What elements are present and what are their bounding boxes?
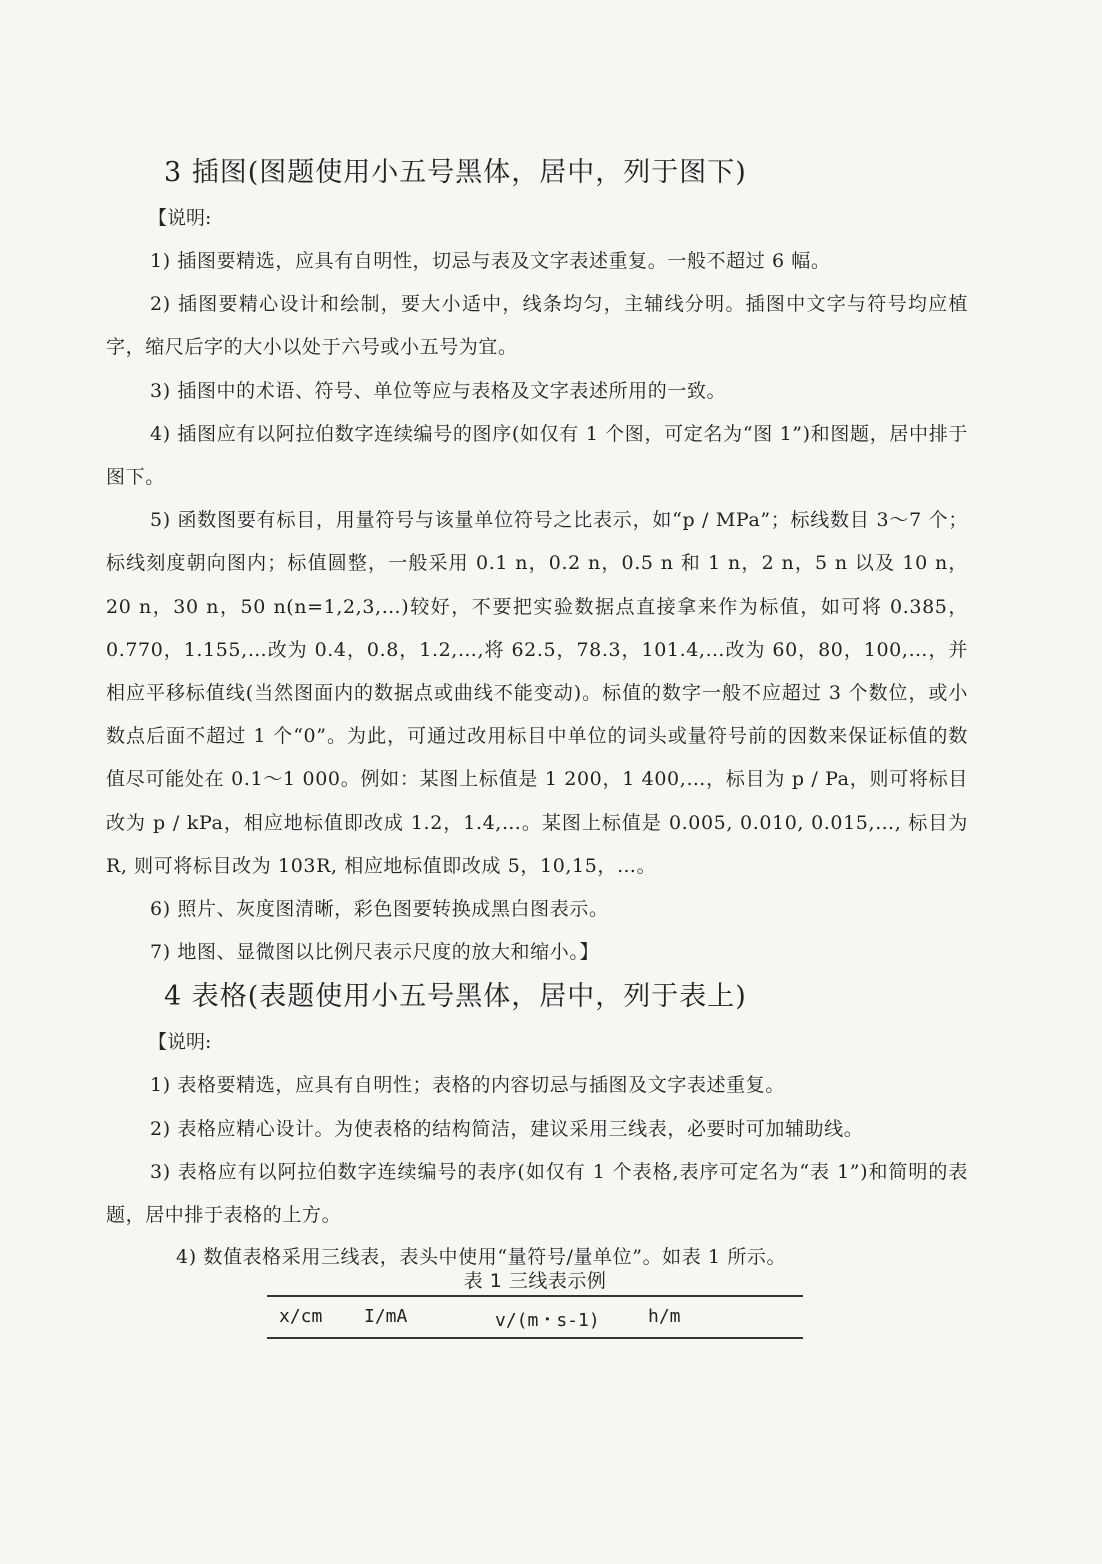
table-1 [267,1267,803,1339]
section-3-item-6: 6) 照片、灰度图清晰，彩色图要转换成黑白图表示。 [150,898,609,921]
three-line-table [267,1295,803,1339]
section-3-item-7: 7) 地图、显微图以比例尺表示尺度的放大和缩小。】 [150,941,600,964]
table-header-i: I/mA [364,1306,408,1328]
section-4-note-open: 【说明: [148,1031,212,1054]
section-4-item-4: 4) 数值表格采用三线表，表头中使用“量符号/量单位”。如表 1 所示。 [176,1246,787,1269]
section-3-item-4: 4) 插图应有以阿拉伯数字连续编号的图序(如仅有 1 个图，可定名为“图 1”)和图题，居中排于图下。 [106,422,968,489]
section-3-note-open: 【说明: [148,207,212,229]
table-caption: 表 1 三线表示例 [463,1270,607,1293]
section-4-item-1: 1) 表格要精选，应具有自明性；表格的内容切忌与插图及文字表述重复。 [150,1074,785,1097]
section-4-item-2: 2) 表格应精心设计。为使表格的结构简洁，建议采用三线表，必要时可加辅助线。 [150,1117,864,1140]
section-3-item-1: 1) 插图要精选，应具有自明性，切忌与表及文字表述重复。一般不超过 6 幅。 [150,250,831,272]
page-content [106,150,968,1339]
section-3-heading: 3 插图(图题使用小五号黑体，居中，列于图下) [164,157,747,188]
section-4-item-3: 3) 表格应有以阿拉伯数字连续编号的表序(如仅有 1 个表格,表序可定名为“表 1”)和简明的表题，居中排于表格的上方。 [106,1160,968,1227]
section-3-item-5: 5) 函数图要有标目，用量符号与该量单位符号之比表示，如“p / MPa”；标线数目 3～7 个；标线刻度朝向图内；标值圆整，一般采用 0.1 n，0.2 n，0.5 n 和 1 n，2 n，5 n 以及 10 n，20 n，30 n，50 n(n=1,2,3,…)较好，不要把实验数据点直接拿来作为标值，如可将 0.385，0.770，1.155,…改为 0.4，0.8，1.2,…,将 62.5，78.3，101.4,…改为 60，80，100,…，并相应平移标值线(当然图面内的数据点或曲线不能变动)。标值的数字一般不应超过 3 个数位，或小数点后面不超过 1 个“0”。为此，可通过改用标目中单位的词头或量符号前的因数来保证标值的数值尽可能处在 0.1～1 000。例如：某图上标值是 1 200，1 400,…，标目为 p / Pa，则可将标目改为 p / kPa，相应地标值即改成 1.2，1.4,…。某图上标值是 0.005, 0.010, 0.015,…, 标目为 R, 则可将标目改为 103R, 相应地标值即改成 5，10,15，…。 [106,509,969,877]
section-3-item-2: 2) 插图要精心设计和绘制，要大小适中，线条均匀，主辅线分明。插图中文字与符号均应植字，缩尺后字的大小以处于六号或小五号为宜。 [106,293,968,359]
table-header-x: x/cm [279,1306,323,1328]
table-header-h: h/m [648,1306,681,1328]
section-4-heading: 4 表格(表题使用小五号黑体，居中，列于表上) [164,981,747,1013]
section-3-item-3: 3) 插图中的术语、符号、单位等应与表格及文字表述所用的一致。 [150,379,727,402]
table-header-v: v/(m・s-1) [495,1310,600,1332]
